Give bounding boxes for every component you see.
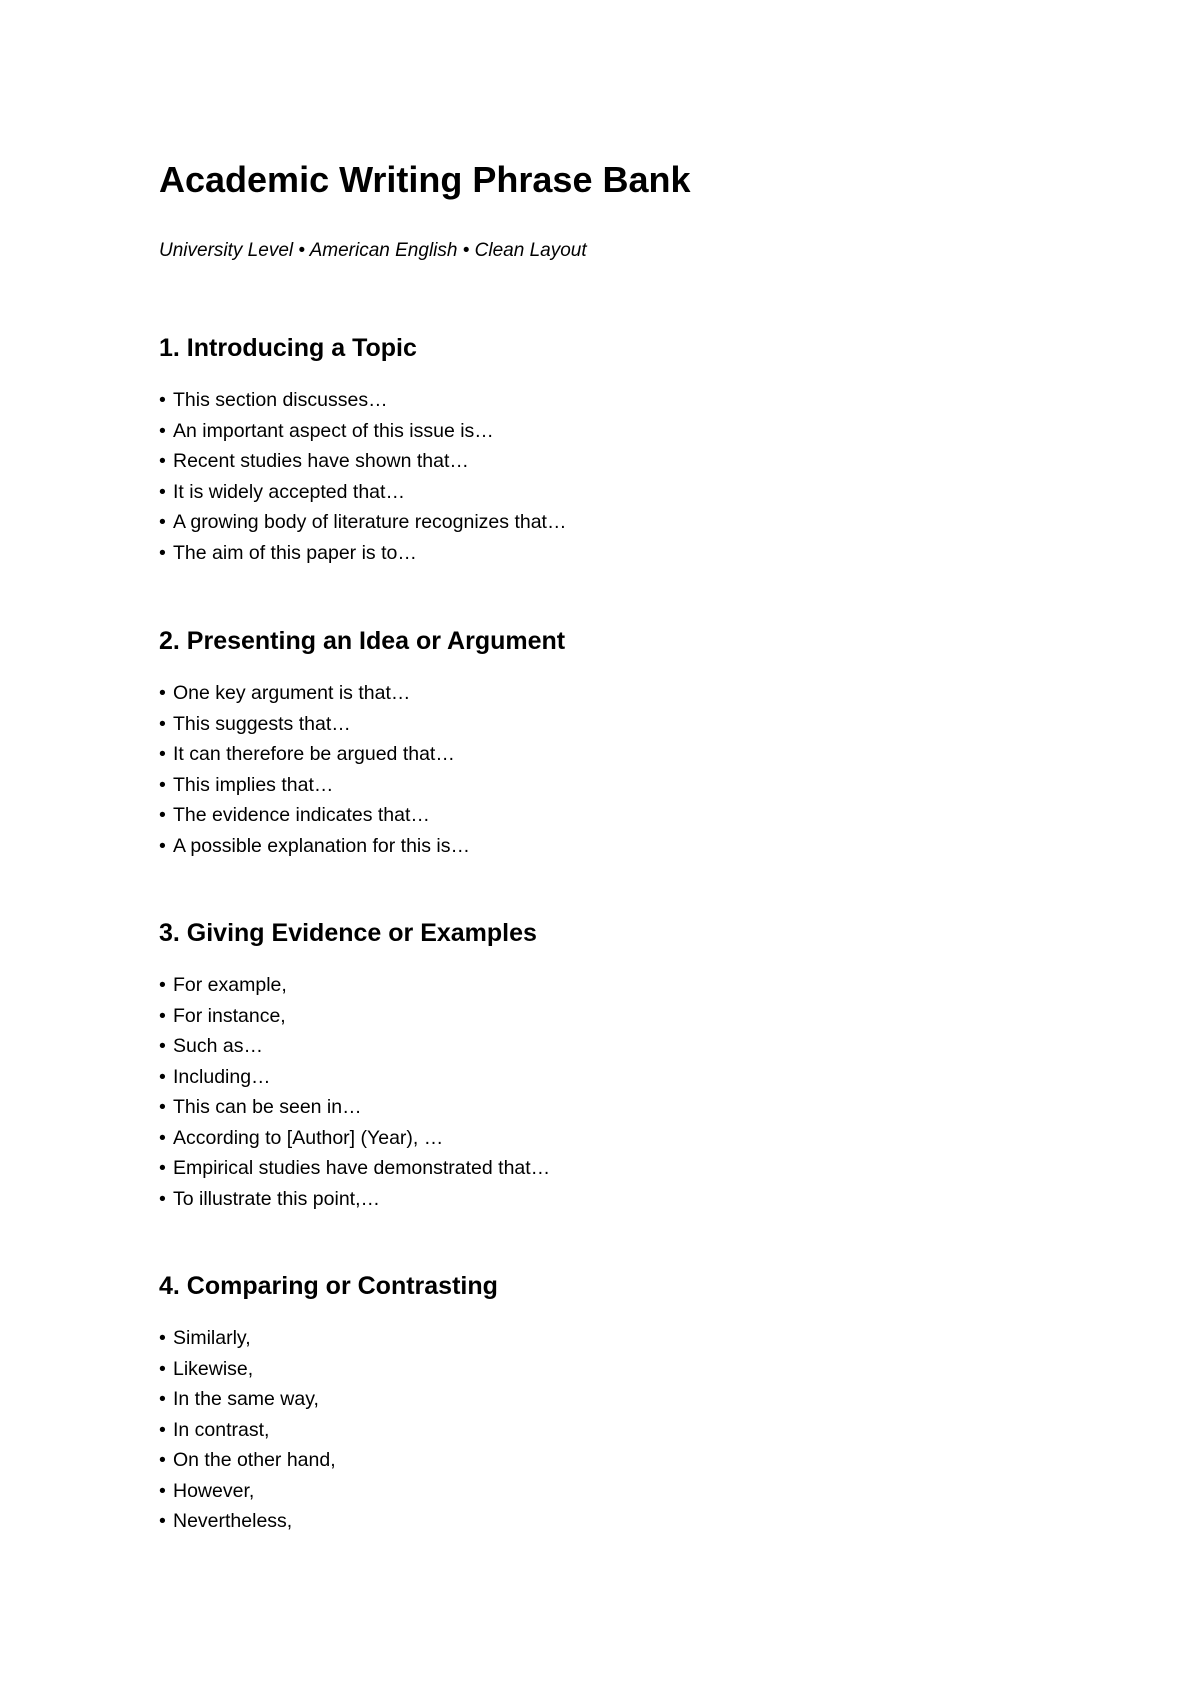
list-item	[159, 1153, 1159, 1184]
list-item	[159, 970, 1159, 1001]
list-item	[159, 709, 1159, 740]
phrase-list	[159, 1323, 1159, 1537]
phrase-text: Such as…	[173, 1035, 263, 1057]
phrase-text: On the other hand,	[173, 1449, 336, 1471]
bullet-icon: •	[159, 389, 166, 411]
list-item	[159, 1354, 1159, 1385]
document-subtitle: University Level • American English • Clean Layout	[159, 240, 587, 261]
bullet-icon: •	[159, 1418, 166, 1441]
phrase-text: It is widely accepted that…	[173, 480, 405, 503]
phrase-list	[159, 970, 1159, 1214]
section-presenting-an-idea	[159, 624, 1159, 861]
bullet-icon: •	[159, 1449, 166, 1471]
bullet-icon: •	[159, 1187, 166, 1210]
list-item	[159, 446, 1159, 477]
phrase-text: Recent studies have shown that…	[173, 450, 469, 472]
bullet-icon: •	[159, 1479, 166, 1502]
phrase-text: According to [Author] (Year), …	[173, 1126, 444, 1149]
phrase-text: A growing body of literature recognizes that…	[173, 511, 567, 533]
phrase-text: However,	[173, 1479, 255, 1502]
phrase-text: In contrast,	[173, 1418, 270, 1441]
phrase-text: This can be seen in…	[173, 1096, 362, 1118]
list-item	[159, 1384, 1159, 1415]
phrase-text: This section discusses…	[173, 389, 388, 411]
bullet-icon: •	[159, 1096, 166, 1118]
list-item	[159, 1506, 1159, 1537]
bullet-icon: •	[159, 480, 166, 503]
bullet-icon: •	[159, 541, 166, 564]
bullet-icon: •	[159, 743, 166, 765]
phrase-text: It can therefore be argued that…	[173, 743, 455, 765]
phrase-text: This implies that…	[173, 773, 334, 796]
bullet-icon: •	[159, 1035, 166, 1057]
bullet-icon: •	[159, 974, 166, 996]
section-heading: 2. Presenting an Idea or Argument	[159, 627, 566, 655]
list-item	[159, 770, 1159, 801]
list-item	[159, 1123, 1159, 1154]
bullet-icon: •	[159, 1327, 166, 1349]
list-item	[159, 1476, 1159, 1507]
list-item	[159, 1445, 1159, 1476]
list-item	[159, 1092, 1159, 1123]
bullet-icon: •	[159, 712, 166, 735]
list-item	[159, 385, 1159, 416]
bullet-icon: •	[159, 1065, 166, 1088]
bullet-icon: •	[159, 511, 166, 533]
list-item	[159, 739, 1159, 770]
bullet-icon: •	[159, 773, 166, 796]
bullet-icon: •	[159, 419, 166, 442]
bullet-icon: •	[159, 804, 166, 826]
bullet-icon: •	[159, 1126, 166, 1149]
section-heading: 1. Introducing a Topic	[159, 334, 417, 362]
bullet-icon: •	[159, 834, 166, 857]
phrase-text: Similarly,	[173, 1327, 251, 1349]
list-item	[159, 416, 1159, 447]
phrase-text: The aim of this paper is to…	[173, 541, 417, 564]
bullet-icon: •	[159, 1388, 166, 1410]
phrase-list	[159, 385, 1159, 568]
bullet-icon: •	[159, 1510, 166, 1532]
phrase-text: To illustrate this point,…	[173, 1187, 381, 1210]
phrase-text: For instance,	[173, 1004, 286, 1027]
phrase-text: Empirical studies have demonstrated that…	[173, 1157, 551, 1179]
phrase-text: One key argument is that…	[173, 682, 411, 704]
bullet-icon: •	[159, 450, 166, 472]
list-item	[159, 678, 1159, 709]
section-heading: 4. Comparing or Contrasting	[159, 1272, 498, 1300]
phrase-text: A possible explanation for this is…	[173, 834, 470, 857]
section-giving-evidence	[159, 916, 1159, 1214]
section-comparing-contrasting	[159, 1269, 1159, 1537]
list-item	[159, 1415, 1159, 1446]
phrase-text: Including…	[173, 1065, 271, 1088]
bullet-icon: •	[159, 1157, 166, 1179]
list-item	[159, 1184, 1159, 1215]
phrase-text: For example,	[173, 974, 287, 996]
section-heading: 3. Giving Evidence or Examples	[159, 919, 537, 947]
phrase-text: Likewise,	[173, 1357, 254, 1380]
list-item	[159, 1031, 1159, 1062]
list-item	[159, 507, 1159, 538]
phrase-text: Nevertheless,	[173, 1510, 293, 1532]
phrase-text: The evidence indicates that…	[173, 804, 430, 826]
phrase-list	[159, 678, 1159, 861]
document-title: Academic Writing Phrase Bank	[159, 159, 691, 200]
section-introducing-a-topic	[159, 331, 1159, 568]
list-item	[159, 800, 1159, 831]
phrase-text: An important aspect of this issue is…	[173, 419, 494, 442]
list-item	[159, 1062, 1159, 1093]
list-item	[159, 1001, 1159, 1032]
list-item	[159, 831, 1159, 862]
bullet-icon: •	[159, 682, 166, 704]
list-item	[159, 538, 1159, 569]
phrase-text: In the same way,	[173, 1388, 319, 1410]
bullet-icon: •	[159, 1357, 166, 1380]
bullet-icon: •	[159, 1004, 166, 1027]
phrase-text: This suggests that…	[173, 712, 351, 735]
list-item	[159, 1323, 1159, 1354]
list-item	[159, 477, 1159, 508]
